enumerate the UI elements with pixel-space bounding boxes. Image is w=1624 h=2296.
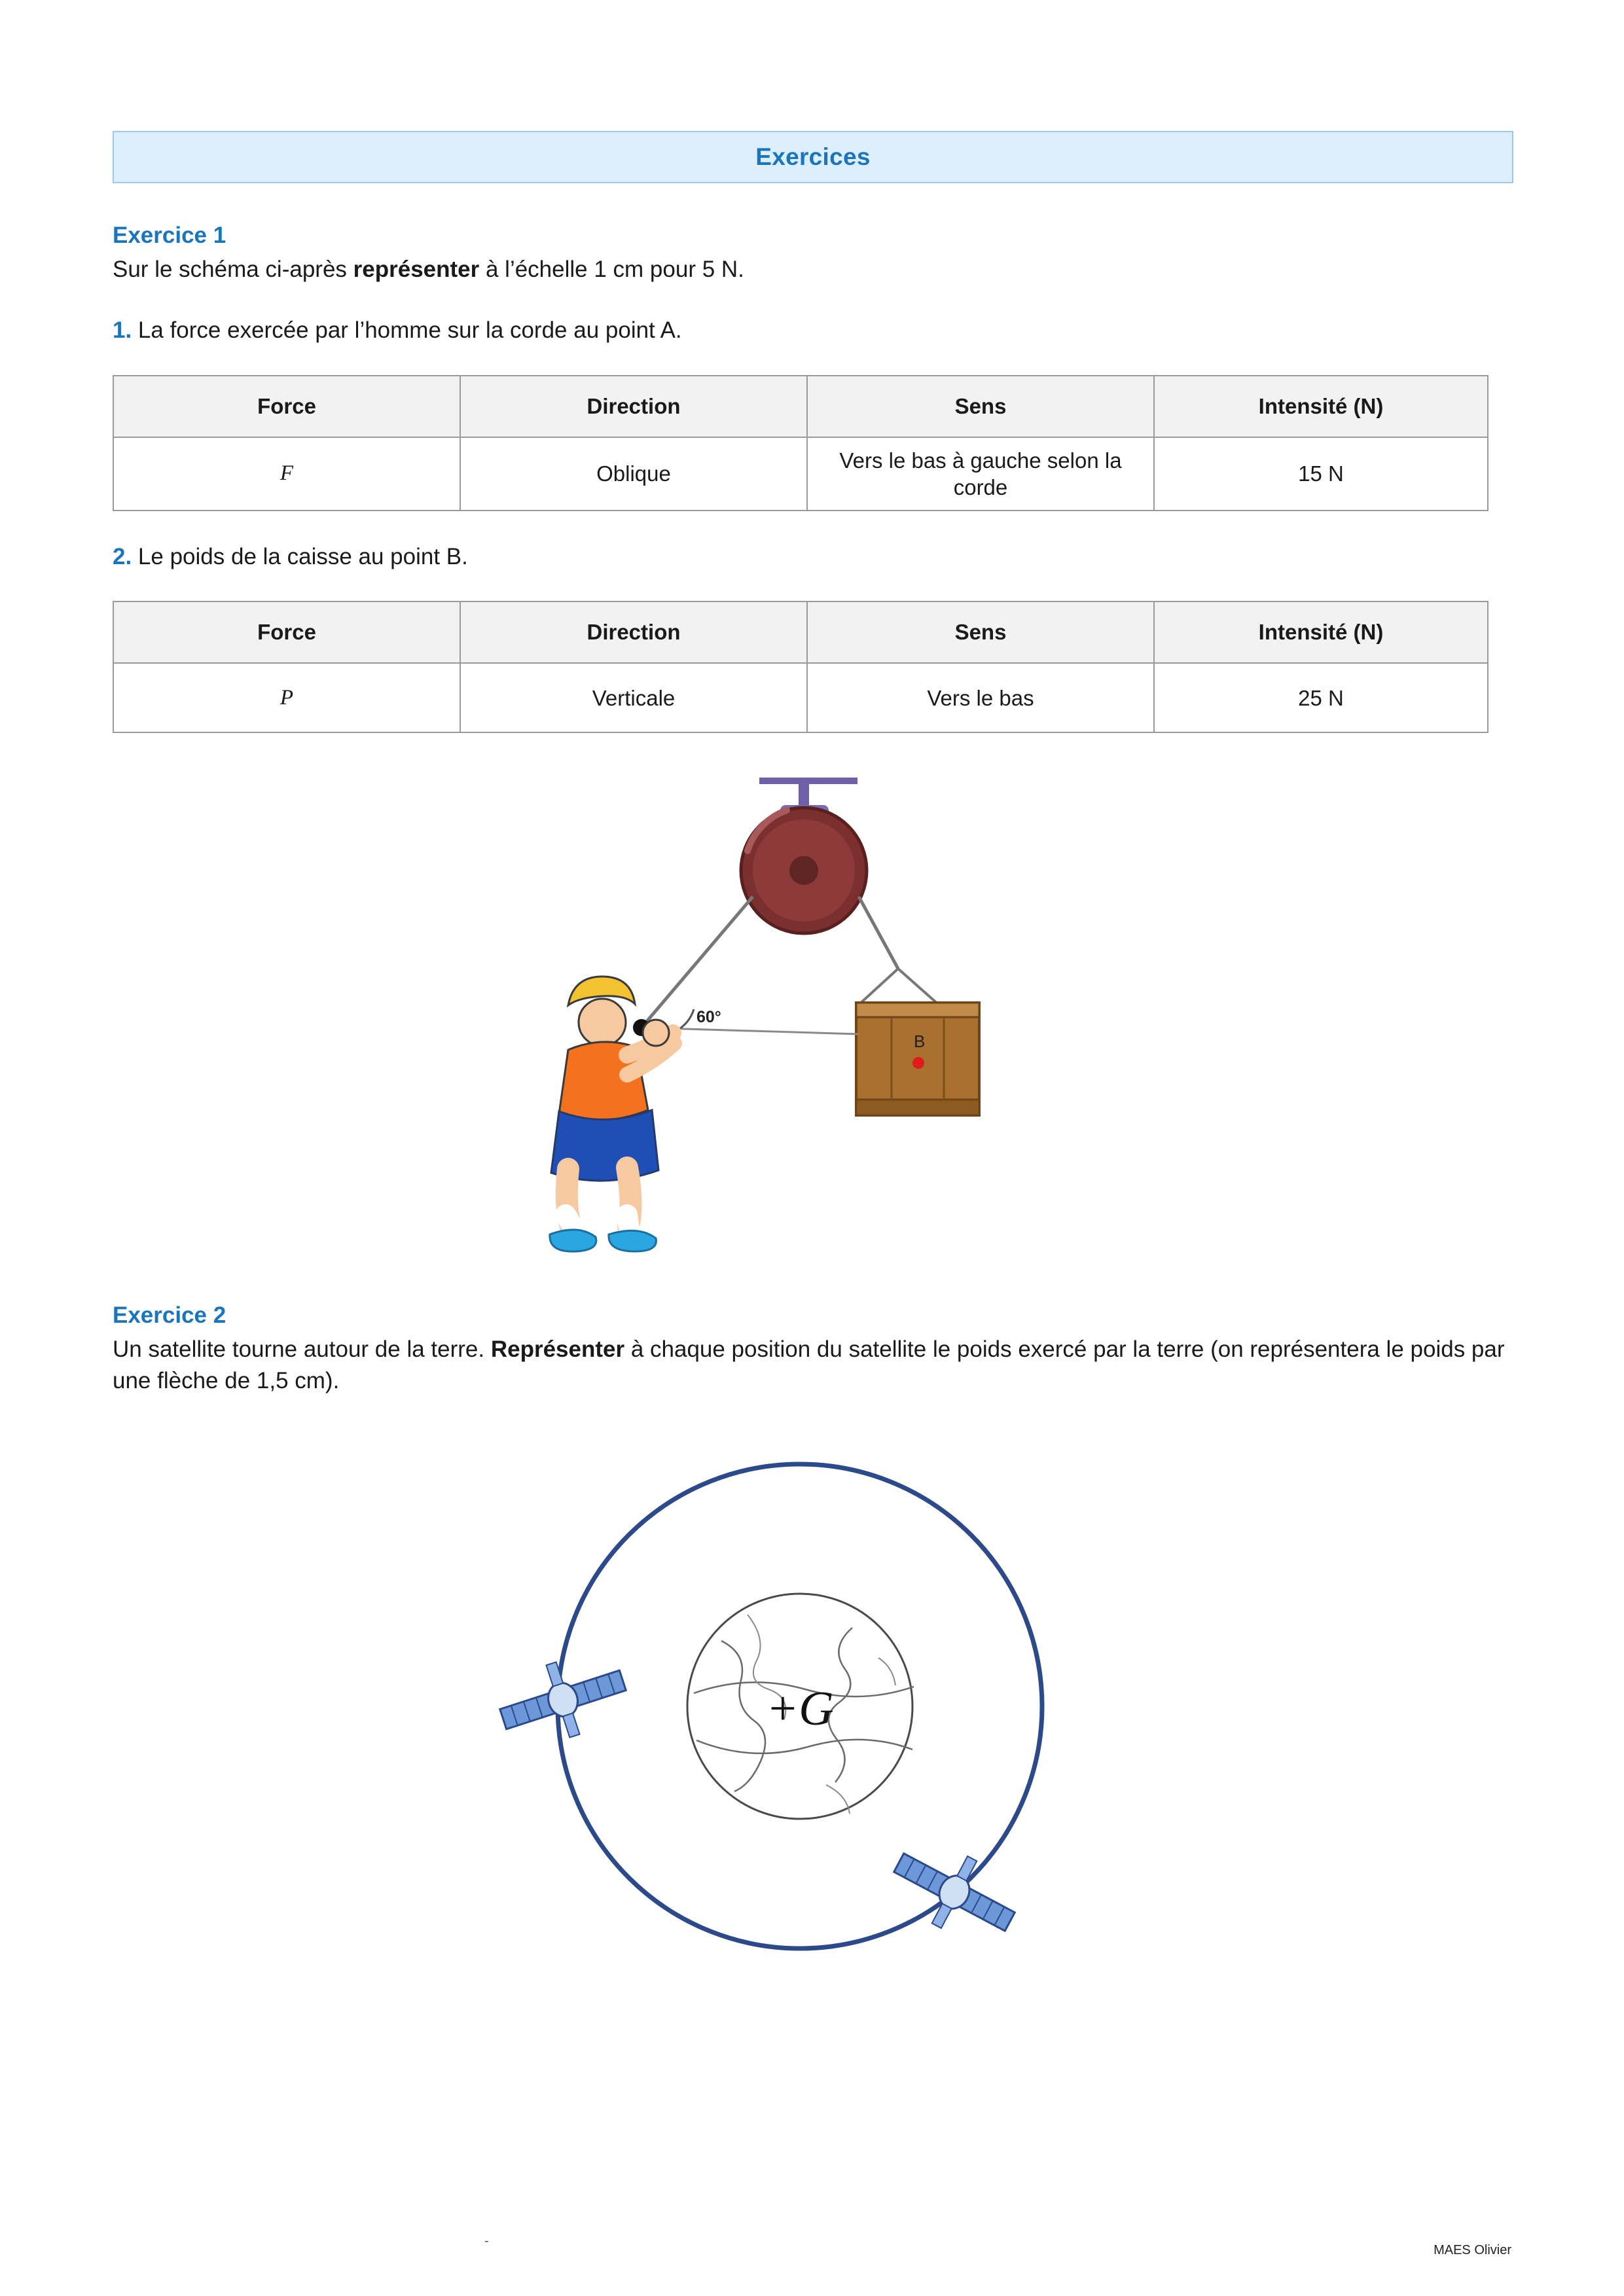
table1-cell-sens: Vers le bas à gauche selon la corde xyxy=(807,437,1154,511)
exercise-2-text-prefix: Un satellite tourne autour de la terre. xyxy=(113,1336,491,1363)
footer-author: MAES Olivier xyxy=(1434,2243,1511,2257)
point-b-marker xyxy=(912,1057,924,1069)
table2-cell-direction: Verticale xyxy=(460,663,807,732)
table2-header-direction: Direction xyxy=(460,601,807,663)
angle-label: 60° xyxy=(696,1008,721,1027)
table2-header-force: Force xyxy=(113,601,460,663)
exercise-2-text-bold: Représenter xyxy=(490,1336,625,1363)
table2-header-sens: Sens xyxy=(807,601,1154,663)
table1-header-intensite: Intensité (N) xyxy=(1154,376,1488,437)
exercise-1-intro xyxy=(113,254,1513,285)
man-icon xyxy=(550,977,674,1251)
table1-cell-direction: Oblique xyxy=(460,437,807,511)
table1-header-sens: Sens xyxy=(807,376,1154,437)
crate-label-b: B xyxy=(914,1031,926,1052)
exercise-1-question-1 xyxy=(113,315,1513,346)
page-mark: - xyxy=(484,2234,489,2248)
table2-cell-intensite: 25 N xyxy=(1154,663,1488,732)
force-table-2 xyxy=(113,601,1489,733)
question-2-text: Le poids de la caisse au point B. xyxy=(132,544,468,569)
banner-title: Exercices xyxy=(755,143,871,170)
satellite-right-icon xyxy=(881,1829,1028,1955)
exercise-1-intro-prefix: Sur le schéma ci-après xyxy=(113,257,353,282)
exercices-banner xyxy=(113,131,1513,183)
page-content xyxy=(113,131,1513,2047)
question-1-text: La force exercée par l’homme sur la corde au point A. xyxy=(132,317,682,344)
satellite-orbit-illustration xyxy=(486,1418,1114,2034)
exercise-2-text-suffix: à chaque position du satellite le poids exercé par la terre (on représentera le poids par une flèche de 1,5 cm). xyxy=(113,1336,1505,1393)
table-row xyxy=(113,437,1488,511)
exercise-2-title: Exercice 2 xyxy=(113,1302,226,1329)
exercise-1-title: Exercice 1 xyxy=(113,223,226,248)
table-header-row xyxy=(113,601,1488,663)
exercise-1-intro-suffix: à l’échelle 1 cm pour 5 N. xyxy=(479,257,744,282)
force-table-1 xyxy=(113,375,1489,512)
exercise-2-text xyxy=(113,1334,1513,1396)
exercise-1-intro-bold: représenter xyxy=(353,257,480,282)
exercise-1-question-2 xyxy=(113,541,1513,572)
table1-cell-intensite: 15 N xyxy=(1154,437,1488,511)
table1-cell-force: F xyxy=(113,437,460,511)
earth-center-label: +G xyxy=(766,1681,834,1736)
table1-header-force: Force xyxy=(113,376,460,437)
table-row xyxy=(113,663,1488,732)
table2-cell-sens: Vers le bas xyxy=(807,663,1154,732)
orbit-figure xyxy=(113,1418,1487,2047)
table2-cell-force: P xyxy=(113,663,460,732)
question-1-number: 1. xyxy=(113,317,132,344)
earth-icon xyxy=(687,1594,914,1819)
crate-icon xyxy=(856,1003,979,1115)
table1-header-direction: Direction xyxy=(460,376,807,437)
pulley-figure xyxy=(113,772,1487,1276)
pulley-wheel-icon xyxy=(741,808,867,933)
question-2-number: 2. xyxy=(113,544,132,569)
table2-header-intensite: Intensité (N) xyxy=(1154,601,1488,663)
pulley-illustration xyxy=(440,772,1160,1270)
table-header-row xyxy=(113,376,1488,437)
